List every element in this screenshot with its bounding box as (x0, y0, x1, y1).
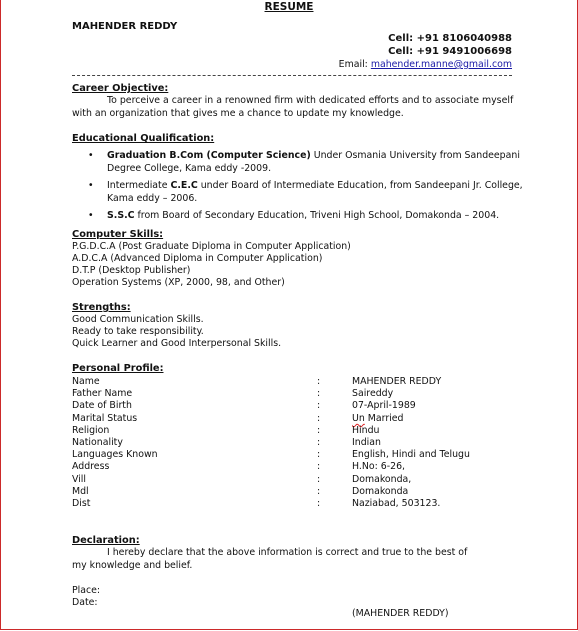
strengths-heading: Strengths: (72, 302, 131, 313)
profile-key: Nationality (72, 437, 123, 448)
divider-rule (72, 75, 512, 76)
profile-key: Father Name (72, 388, 133, 399)
profile-separator: : (317, 425, 321, 436)
profile-separator: : (317, 437, 321, 448)
declaration-text: I hereby declare that the above information is correct and true to the best of my knowledge and belief. (72, 547, 468, 571)
signature-name: (MAHENDER REDDY) (352, 608, 449, 619)
profile-value: 07-April-1989 (352, 400, 416, 411)
profile-value: Indian (352, 437, 381, 448)
education-degree: Graduation B.Com (Computer Science) (107, 150, 311, 161)
education-prefix: Intermediate (107, 180, 171, 191)
strength-item: Ready to take responsibility. (72, 326, 204, 337)
skills-heading: Computer Skills: (72, 229, 164, 240)
profile-separator: : (317, 486, 321, 497)
personal-heading: Personal Profile: (72, 363, 164, 374)
profile-value: Domakonda, (352, 474, 412, 485)
date-label: Date: (72, 597, 98, 608)
resume-title: RESUME (264, 1, 314, 13)
education-heading: Educational Qualification: (72, 133, 215, 144)
strength-item: Good Communication Skills. (72, 314, 204, 325)
profile-row-dob (72, 400, 522, 412)
profile-separator: : (317, 376, 321, 387)
profile-value: Domakonda (352, 486, 409, 497)
bullet-icon: • (88, 150, 94, 161)
contact-cell-1: Cell: +91 8106040988 (388, 33, 512, 44)
profile-row-name (72, 376, 522, 388)
contact-cell-2: Cell: +91 9491006698 (388, 46, 512, 57)
profile-separator: : (317, 388, 321, 399)
education-degree: C.E.C (170, 180, 198, 191)
contact-email-line (339, 59, 512, 70)
skill-item: P.G.D.C.A (Post Graduate Diploma in Computer Application) (72, 241, 351, 252)
education-degree: S.S.C (107, 210, 135, 221)
profile-row-languages (72, 449, 522, 461)
education-list (80, 150, 523, 228)
declaration-heading: Declaration: (72, 535, 140, 546)
profile-value: Saireddy (352, 388, 394, 399)
profile-key: Name (72, 376, 100, 387)
spellcheck-flagged-text: Un (352, 413, 365, 424)
profile-key: Languages Known (72, 449, 158, 460)
profile-key: Marital Status (72, 413, 138, 424)
education-item (80, 210, 527, 223)
profile-row-nationality (72, 437, 522, 449)
profile-row-mdl (72, 486, 522, 498)
email-link[interactable]: mahender.manne@gmail.com (370, 59, 512, 70)
skill-item: D.T.P (Desktop Publisher) (72, 265, 191, 276)
profile-separator: : (317, 413, 321, 424)
profile-value: MAHENDER REDDY (352, 376, 442, 387)
profile-row-marital-status (72, 413, 522, 425)
email-label: Email: (338, 59, 371, 70)
bullet-icon: • (88, 180, 94, 191)
profile-value: Naziabad, 503123. (352, 498, 441, 509)
profile-key: Dist (72, 498, 91, 509)
profile-row-dist (72, 498, 522, 510)
objective-heading: Career Objective: (72, 83, 169, 94)
profile-key: Mdl (72, 486, 89, 497)
education-detail: under Board of Intermediate Education, from Sandeepani Jr. College, Kama eddy – 2006. (107, 180, 523, 204)
bullet-icon: • (88, 210, 94, 221)
profile-key: Date of Birth (72, 400, 132, 411)
profile-value: H.No: 6-26, (352, 461, 406, 472)
profile-separator: : (317, 461, 321, 472)
profile-separator: : (317, 498, 321, 509)
skill-item: Operation Systems (XP, 2000, 98, and Other) (72, 277, 285, 288)
profile-key: Vill (72, 474, 87, 485)
profile-key: Address (72, 461, 110, 472)
objective-text: To perceive a career in a renowned firm with dedicated efforts and to associate myself with an organization that gives me a chance to update my knowledge. (72, 95, 514, 119)
education-item (80, 180, 527, 205)
education-detail: Under Osmania University from Sandeepani Degree College, Kama eddy -2009. (107, 150, 520, 174)
profile-row-religion (72, 425, 522, 437)
profile-separator: : (317, 449, 321, 460)
profile-row-vill (72, 474, 522, 486)
skill-item: A.D.C.A (Advanced Diploma in Computer Application) (72, 253, 323, 264)
profile-separator: : (317, 400, 321, 411)
education-detail: from Board of Secondary Education, Triveni High School, Domakonda – 2004. (134, 210, 500, 221)
candidate-name: MAHENDER REDDY (72, 21, 178, 32)
place-label: Place: (72, 585, 101, 596)
profile-value: Un Married (352, 413, 404, 424)
education-item (80, 150, 527, 175)
profile-key: Religion (72, 425, 110, 436)
profile-row-address (72, 461, 522, 473)
strength-item: Quick Learner and Good Interpersonal Skills. (72, 338, 282, 349)
profile-value: English, Hindi and Telugu (352, 449, 470, 460)
profile-row-father-name (72, 388, 522, 400)
profile-separator: : (317, 474, 321, 485)
profile-value: Hindu (352, 425, 380, 436)
